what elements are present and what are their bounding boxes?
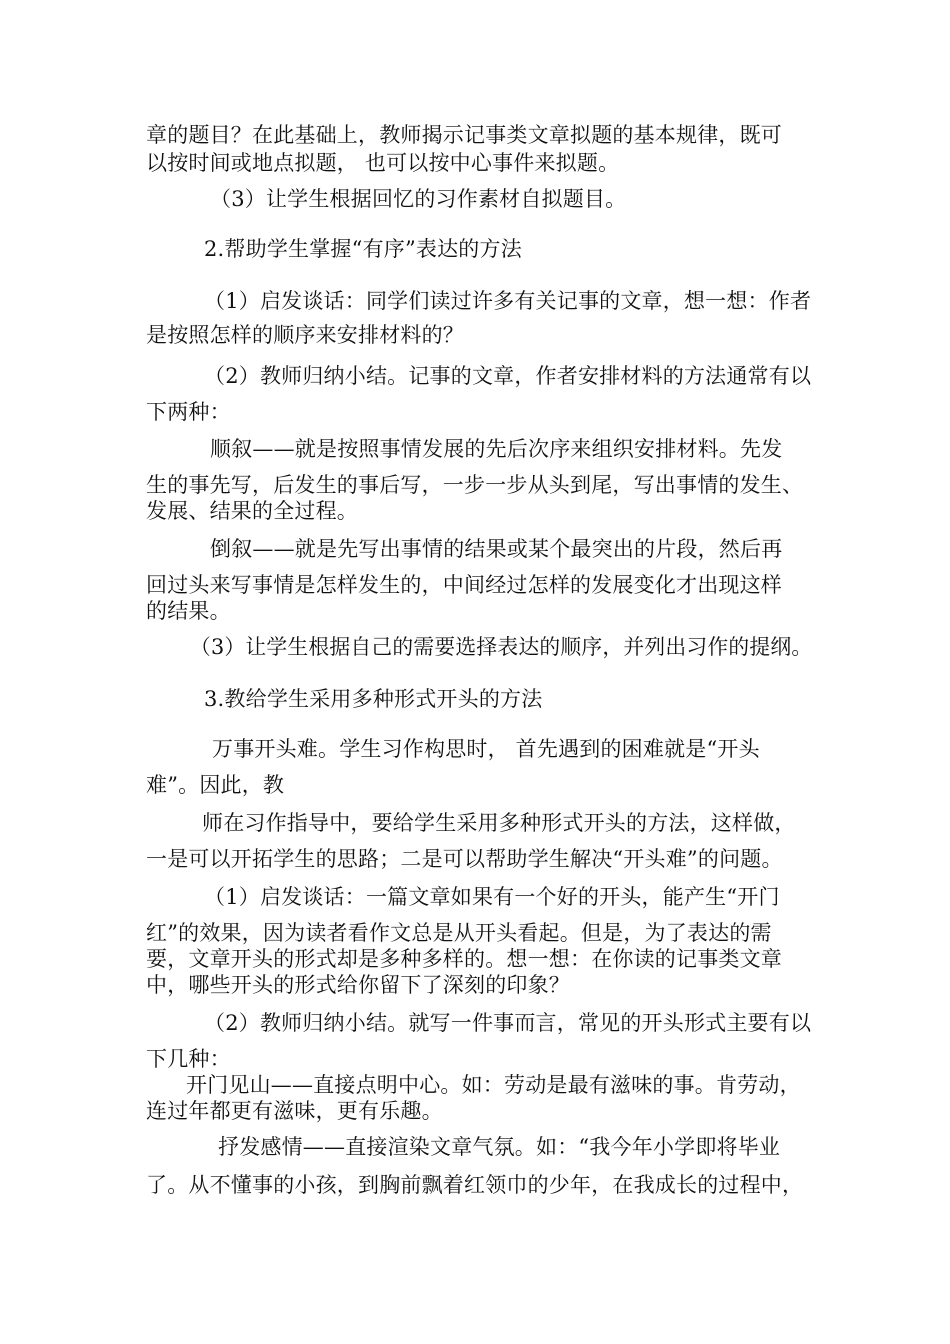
section-heading: 2.帮助学生掌握“有序”表达的方法: [204, 237, 522, 261]
text-line: 下两种：: [146, 400, 231, 424]
text-line: （2）教师归纳小结。就写一件事而言，常见的开头形式主要有以: [204, 1011, 812, 1035]
text-line: 中，哪些开头的形式给你留下了深刻的印象？: [146, 973, 570, 997]
text-line: 抒发感情——直接渲染文章气氛。如：“我今年小学即将毕业: [218, 1135, 781, 1159]
section-heading: 3.教给学生采用多种形式开头的方法: [204, 687, 543, 711]
text-line: （3）让学生根据回忆的习作素材自拟题目。: [210, 187, 627, 211]
text-line: 了。从不懂事的小孩，到胸前飘着红领巾的少年，在我成长的过程中，: [146, 1173, 804, 1197]
text-line: 顺叙——就是按照事情发展的先后次序来组织安排材料。先发: [210, 437, 783, 461]
text-line: （1）启发谈话：同学们读过许多有关记事的文章，想一想：作者: [204, 289, 812, 313]
text-line: 连过年都更有滋味，更有乐趣。: [146, 1099, 443, 1123]
text-line: 以按时间或地点拟题， 也可以按中心事件来拟题。: [146, 151, 620, 175]
text-line: 是按照怎样的顺序来安排材料的？: [146, 323, 464, 347]
text-line: 开门见山——直接点明中心。如：劳动是最有滋味的事。肯劳动，: [186, 1073, 801, 1097]
text-line: 发展、结果的全过程。: [146, 499, 358, 523]
text-line: 回过头来写事情是怎样发生的，中间经过怎样的发展变化才出现这样: [146, 573, 782, 597]
text-line: 一是可以开拓学生的思路；二是可以帮助学生解决“开头难”的问题。: [146, 847, 783, 871]
text-line: （3）让学生根据自己的需要选择表达的顺序，并列出习作的提纲。: [190, 635, 813, 659]
text-line: 下几种：: [146, 1047, 231, 1071]
text-line: （1）启发谈话：一篇文章如果有一个好的开头，能产生“开门: [204, 885, 780, 909]
text-line: 的结果。: [146, 599, 231, 623]
text-line: 要，文章开头的形式却是多种多样的。想一想：在你读的记事类文章: [146, 947, 782, 971]
text-line: 生的事先写，后发生的事后写，一步一步从头到尾，写出事情的发生、: [146, 473, 804, 497]
text-line: 章的题目？在此基础上，教师揭示记事类文章拟题的基本规律，既可: [146, 123, 782, 147]
text-line: 师在习作指导中，要给学生采用多种形式开头的方法，这样做，: [202, 811, 796, 835]
text-line: 难”。因此，教: [146, 773, 285, 797]
text-line: 红”的效果，因为读者看作文总是从开头看起。但是，为了表达的需: [146, 921, 772, 945]
text-line: （2）教师归纳小结。记事的文章，作者安排材料的方法通常有以: [204, 364, 812, 388]
text-line: 倒叙——就是先写出事情的结果或某个最突出的片段，然后再: [210, 537, 783, 561]
text-line: 万事开头难。学生习作构思时， 首先遇到的困难就是“开头: [212, 737, 760, 761]
